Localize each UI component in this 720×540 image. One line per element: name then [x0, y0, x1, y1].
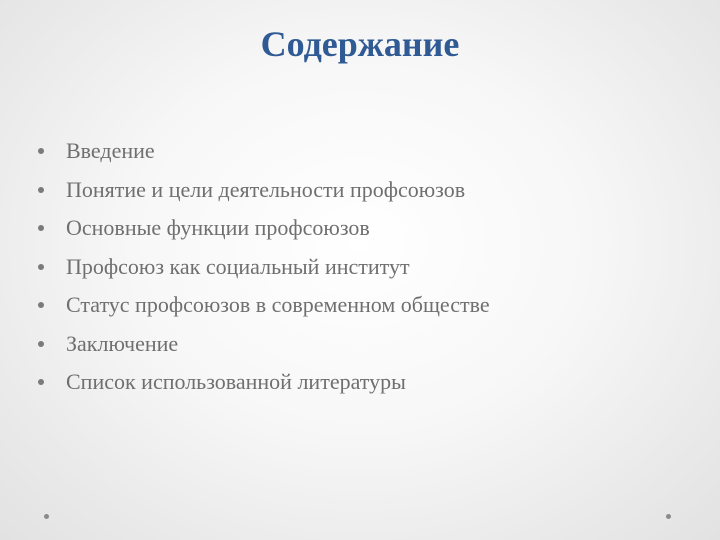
slide-title: Содержание	[260, 24, 460, 64]
list-item	[38, 363, 678, 402]
bullet-icon	[38, 379, 44, 385]
list-item	[38, 171, 678, 210]
bullet-icon	[38, 187, 44, 193]
list-item	[38, 325, 678, 364]
bullet-icon	[38, 264, 44, 270]
bullet-icon	[38, 302, 44, 308]
list-item	[38, 132, 678, 171]
list-item-text: Заключение	[66, 330, 179, 356]
list-item	[38, 286, 678, 325]
list-item	[38, 248, 678, 287]
list-item-text: Введение	[66, 138, 155, 164]
list-item	[38, 209, 678, 248]
bullet-icon	[38, 341, 44, 347]
bullet-icon	[38, 148, 44, 154]
list-item-text: Основные функции профсоюзов	[66, 215, 370, 241]
bullet-icon	[38, 225, 44, 231]
list-item-text: Статус профсоюзов в современном обществе	[66, 292, 490, 318]
list-item-text: Профсоюз как социальный институт	[66, 253, 410, 279]
footer-dot-right-icon	[666, 514, 671, 519]
contents-list	[38, 132, 678, 402]
list-item-text: Список использованной литературы	[66, 369, 406, 395]
footer-dot-left-icon	[44, 514, 49, 519]
list-item-text: Понятие и цели деятельности профсоюзов	[66, 176, 466, 202]
